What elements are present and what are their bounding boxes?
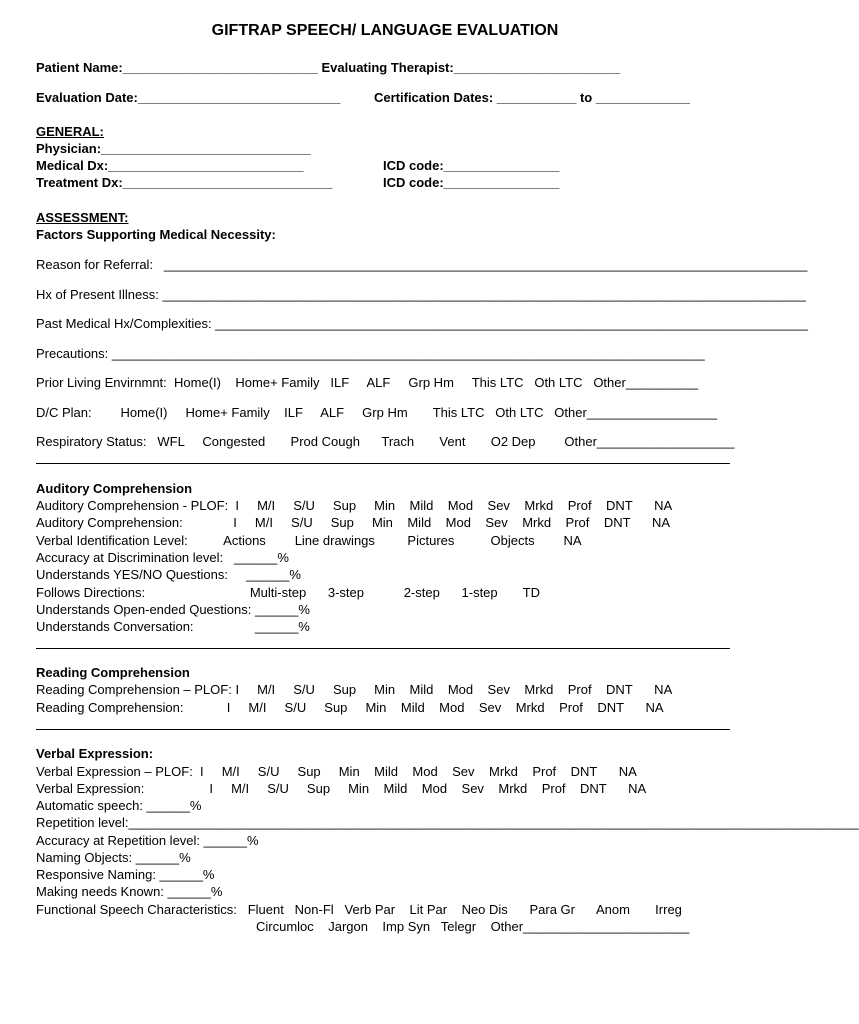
general-heading: GENERAL: [36, 124, 104, 139]
verbal-identification-line[interactable]: Verbal Identification Level: Actions Line drawings Pictures Objects NA [36, 533, 582, 548]
physician-field[interactable]: Physician:_____________________________ [36, 141, 311, 156]
auditory-heading: Auditory Comprehension [36, 481, 193, 496]
prior-living-line[interactable]: Prior Living Envirnmnt: Home(I) Home+ Family ILF ALF Grp Hm This LTC Oth LTC Other__________ [36, 375, 699, 390]
follows-directions-line[interactable]: Follows Directions: Multi-step 3-step 2-step 1-step TD [36, 585, 541, 600]
auditory-current-line[interactable]: Auditory Comprehension: I M/I S/U Sup Min Mild Mod Sev Mrkd Prof DNT NA [36, 515, 671, 530]
conversation-line[interactable]: Understands Conversation: ______% [36, 619, 310, 634]
reading-plof-line[interactable]: Reading Comprehension – PLOF: I M/I S/U Sup Min Mild Mod Sev Mrkd Prof DNT NA [36, 682, 673, 697]
naming-objects-line[interactable]: Naming Objects: ______% [36, 850, 191, 865]
discrimination-accuracy-line[interactable]: Accuracy at Discrimination level: ______% [36, 550, 289, 565]
open-ended-questions-line[interactable]: Understands Open-ended Questions: ______% [36, 602, 310, 617]
page-title: GIFTRAP SPEECH/ LANGUAGE EVALUATION [211, 22, 559, 39]
repetition-accuracy-line[interactable]: Accuracy at Repetition level: ______% [36, 833, 259, 848]
automatic-speech-line[interactable]: Automatic speech: ______% [36, 798, 202, 813]
responsive-naming-line[interactable]: Responsive Naming: ______% [36, 867, 215, 882]
verbal-current-line[interactable]: Verbal Expression: I M/I S/U Sup Min Mild Mod Sev Mrkd Prof DNT NA [36, 781, 647, 796]
assessment-subheading: Factors Supporting Medical Necessity: [36, 227, 276, 242]
making-needs-known-line[interactable]: Making needs Known: ______% [36, 884, 223, 899]
reading-current-line[interactable]: Reading Comprehension: I M/I S/U Sup Min Mild Mod Sev Mrkd Prof DNT NA [36, 700, 664, 715]
divider [36, 463, 730, 464]
repetition-level-line[interactable]: Repetition level:_____________________________________________________________________________________________________ [36, 815, 859, 830]
assessment-heading: ASSESSMENT: [36, 210, 129, 225]
functional-speech-line[interactable]: Functional Speech Characteristics: Fluent Non-Fl Verb Par Lit Par Neo Dis Para Gr Anom Irreg [36, 902, 682, 917]
certification-dates-line[interactable]: Certification Dates: ___________ to _____________ [374, 90, 690, 105]
divider [36, 729, 730, 730]
divider [36, 648, 730, 649]
past-medical-hx-line[interactable]: Past Medical Hx/Complexities: __________________________________________________________________________________ [36, 316, 809, 331]
treatment-dx-field[interactable]: Treatment Dx:_____________________________ [36, 175, 333, 190]
dc-plan-line[interactable]: D/C Plan: Home(I) Home+ Family ILF ALF Grp Hm This LTC Oth LTC Other__________________ [36, 405, 717, 420]
patient-name-line[interactable]: Patient Name:___________________________ Evaluating Therapist:_______________________ [36, 60, 620, 75]
reason-for-referral-line[interactable]: Reason for Referral: _________________________________________________________________________________________ [36, 257, 808, 272]
auditory-plof-line[interactable]: Auditory Comprehension - PLOF: I M/I S/U Sup Min Mild Mod Sev Mrkd Prof DNT NA [36, 498, 673, 513]
hx-present-illness-line[interactable]: Hx of Present Illness: _________________________________________________________________________________________ [36, 287, 806, 302]
icd-code-field-1[interactable]: ICD code:________________ [383, 158, 560, 173]
icd-code-field-2[interactable]: ICD code:________________ [383, 175, 560, 190]
precautions-line[interactable]: Precautions: __________________________________________________________________________________ [36, 346, 705, 361]
functional-speech-line-2[interactable]: Circumloc Jargon Imp Syn Telegr Other_______________________ [256, 919, 690, 934]
respiratory-status-line[interactable]: Respiratory Status: WFL Congested Prod Cough Trach Vent O2 Dep Other___________________ [36, 434, 735, 449]
evaluation-date-line[interactable]: Evaluation Date:____________________________ [36, 90, 341, 105]
verbal-heading: Verbal Expression: [36, 746, 154, 761]
medical-dx-field[interactable]: Medical Dx:___________________________ [36, 158, 304, 173]
reading-heading: Reading Comprehension [36, 665, 190, 680]
yes-no-questions-line[interactable]: Understands YES/NO Questions: ______% [36, 567, 301, 582]
verbal-plof-line[interactable]: Verbal Expression – PLOF: I M/I S/U Sup Min Mild Mod Sev Mrkd Prof DNT NA [36, 764, 637, 779]
